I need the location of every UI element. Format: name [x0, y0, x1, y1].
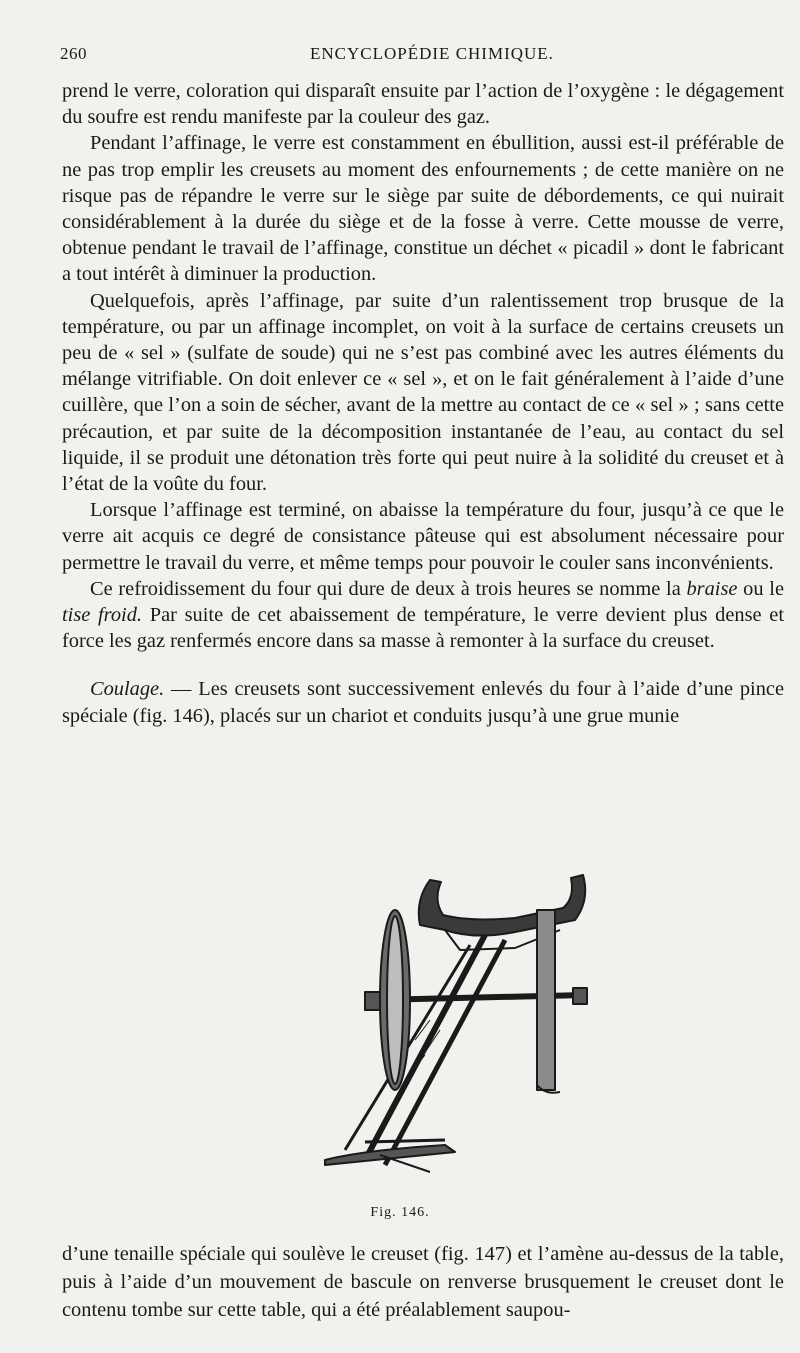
text-run: Par suite de cet abaissement de température, le verre devient plus dense et force les gaz renfermés encore dans sa masse à remonter à la surface du creuset. — [62, 604, 784, 653]
paragraph: prend le verre, coloration qui disparaît ensuite par l’action de l’oxygène : le dégagement du soufre est rendu manifeste par la couleur des gaz. — [62, 80, 784, 129]
paragraph: Quelquefois, après l’affinage, par suite d’un ralentissement trop brusque de la température, ou par un affinage incomplet, on voit à la surface de certains creusets un peu de « sel » (sulfate de soude) qui ne s’est pas combiné avec les autres éléments du mélange vitrifiable. On doit enlever ce « sel », et on le fait généralement à l’aide d’une cuillère, que l’on a soin de sécher, avant de la mettre au contact de ce « sel » ; sans cette précaution, et par suite de la décomposition instantanée de l’eau, au contact du sel liquide, il se produit une détonation très forte qui peut nuire à la solidité du creuset et à l’état de la voûte du four. — [62, 289, 784, 496]
text-run: — Les creusets sont successivement enlevés du four à l’aide d’une pince spéciale (fig. 146), placés sur un chariot et conduits jusqu’à une grue munie — [62, 678, 784, 727]
text-run: ou le — [737, 577, 784, 600]
italic-term: tise froid. — [62, 604, 143, 627]
paragraph-coulage — [62, 676, 784, 728]
paragraph: d’une tenaille spéciale qui soulève le creuset (fig. 147) et l’amène au-dessus de la table, puis à l’aide d’un mouvement de bascule on renverse brusquement le creuset dont le contenu tombe sur cette table, qui a été préalablement saupou- — [62, 1243, 784, 1321]
page-number: 260 — [60, 44, 87, 63]
figure-caption: Fig. 146. — [370, 1205, 430, 1220]
continuation-text — [62, 1240, 784, 1324]
running-title: ENCYCLOPÉDIE CHIMIQUE. — [310, 44, 554, 63]
paragraph: Lorsque l’affinage est terminé, on abaisse la température du four, jusqu’à ce que le verre ait acquis ce degré de consistance pâteuse qui est absolument nécessaire pour permettre le travail du verre, et même temps pour pouvoir le couler sans inconvénients. — [62, 499, 784, 574]
section-heading: Coulage. — [90, 678, 165, 701]
text-run: Ce refroidissement du four qui dure de deux à trois heures se nomme la — [90, 577, 687, 600]
figure-146-illustration — [215, 860, 635, 1190]
running-header — [60, 44, 752, 64]
paragraph-braise — [62, 576, 784, 655]
italic-term: braise — [686, 577, 738, 600]
paragraph: Pendant l’affinage, le verre est constamment en ébullition, aussi est-il préférable de ne pas trop emplir les creusets au moment des enfournements ; de cette manière on ne risque pas de répandre le verre sur le siège par suite de débordements, ce qui nuirait considérablement à la durée du siège et de la fosse à verre. Cette mousse de verre, obtenue pendant le travail de l’affinage, constitue un déchet « picadil » dont le fabricant a tout intérêt à diminuer la production. — [62, 132, 784, 286]
main-text — [62, 78, 784, 729]
pincer-cart-drawing — [215, 860, 635, 1190]
